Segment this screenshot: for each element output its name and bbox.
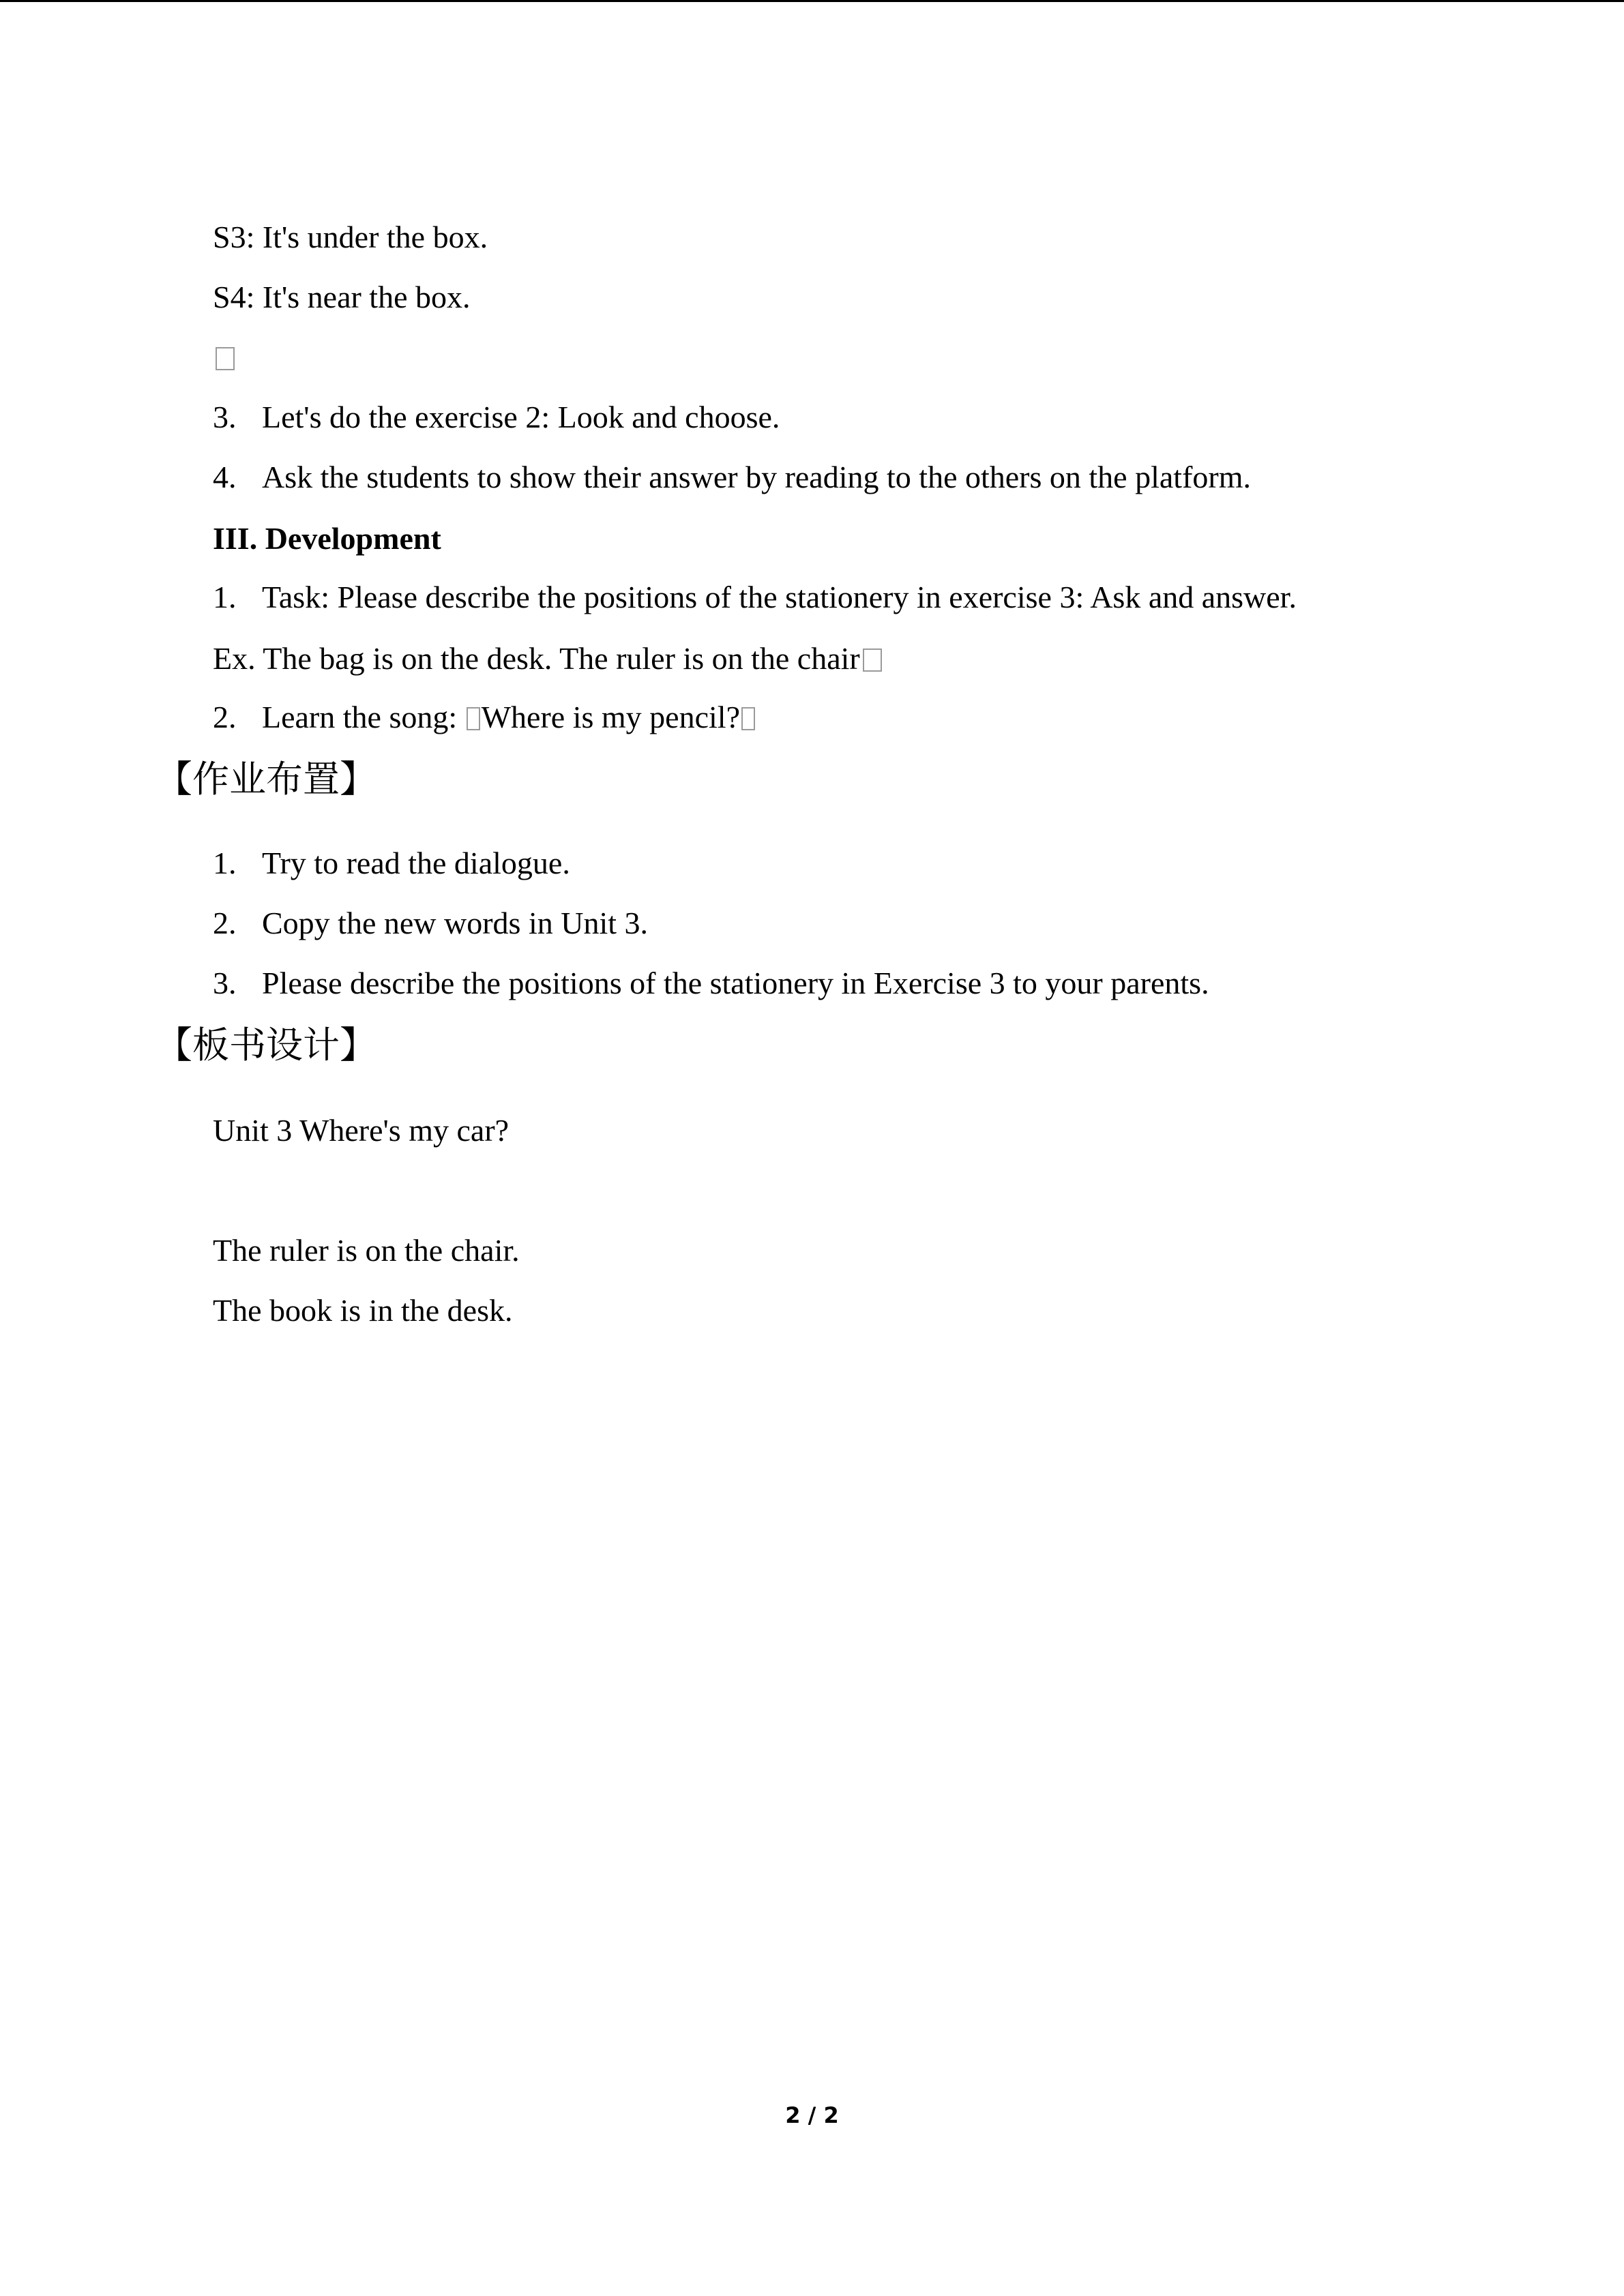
list-item-text: Try to read the dialogue.	[262, 846, 570, 880]
example-line	[213, 638, 885, 679]
list-item-text: Copy the new words in Unit 3.	[262, 906, 649, 940]
list-item-text: Let's do the exercise 2: Look and choose.	[262, 400, 780, 434]
list-item-number: 3.	[213, 966, 237, 1000]
homework-item-1	[213, 843, 570, 884]
homework-item-3	[213, 963, 1209, 1004]
page-number: 2 / 2	[785, 2102, 839, 2128]
missing-glyph-box	[741, 707, 755, 730]
dialogue-line-s4: S4: It's near the box.	[213, 280, 471, 314]
homework-heading: 【作业布置】	[156, 758, 377, 801]
page-top-border	[0, 0, 1624, 2]
list-item-number: 2.	[213, 906, 237, 940]
list-item-4	[213, 457, 1251, 498]
missing-glyph-line	[213, 337, 237, 378]
list-item-number: 1.	[213, 580, 237, 614]
board-line-1: The ruler is on the chair.	[213, 1233, 520, 1268]
list-item-text: Task: Please describe the positions of the stationery in exercise 3: Ask and answer.	[262, 580, 1297, 614]
list-item-number: 2.	[213, 700, 237, 734]
board-title: Unit 3 Where's my car?	[213, 1113, 510, 1148]
missing-glyph-box	[216, 347, 235, 370]
development-item-1	[213, 577, 1297, 618]
missing-glyph-box	[467, 707, 480, 730]
list-item-number: 1.	[213, 846, 237, 880]
example-text: Ex. The bag is on the desk. The ruler is on the chair	[213, 641, 860, 676]
list-item-prefix: Learn the song:	[262, 700, 465, 734]
song-title: Where is my pencil?	[481, 700, 740, 734]
board-design-heading: 【板书设计】	[156, 1024, 377, 1067]
missing-glyph-box	[863, 648, 882, 672]
list-item-text: Please describe the positions of the stationery in Exercise 3 to your parents.	[262, 966, 1209, 1000]
dialogue-line-s3: S3: It's under the box.	[213, 220, 488, 254]
list-item-number: 3.	[213, 400, 237, 434]
list-item-3	[213, 397, 780, 438]
list-item-number: 4.	[213, 460, 237, 494]
section-heading-development: III. Development	[213, 521, 441, 556]
list-item-text: Ask the students to show their answer by reading to the others on the platform.	[262, 460, 1251, 494]
development-item-2	[213, 697, 756, 738]
homework-item-2	[213, 903, 648, 944]
board-line-2: The book is in the desk.	[213, 1293, 513, 1328]
